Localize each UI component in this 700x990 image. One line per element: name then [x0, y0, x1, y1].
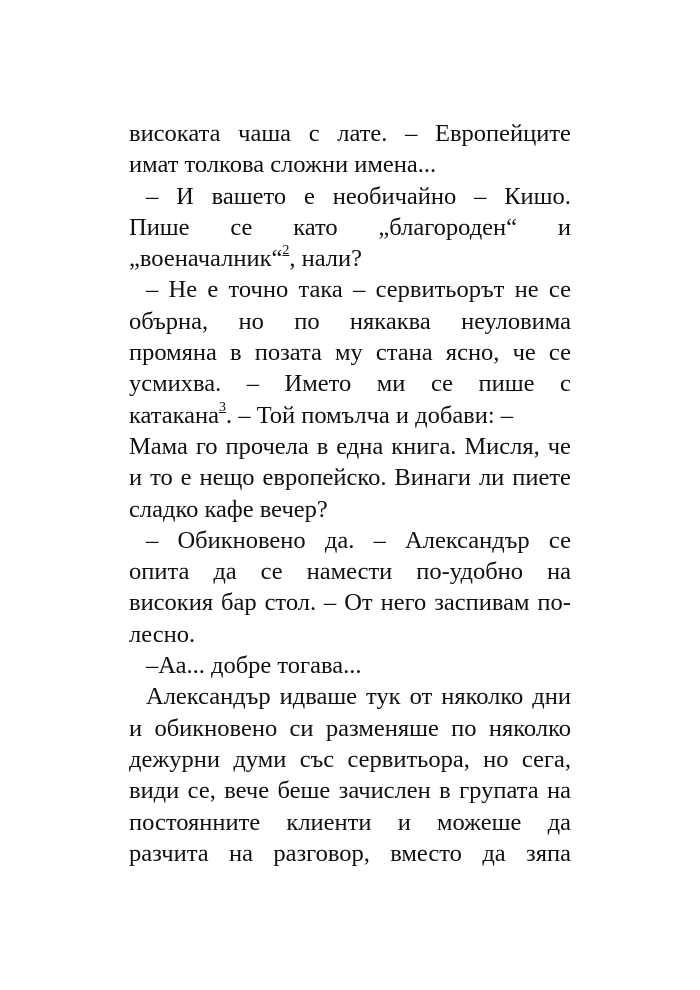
text-line: имат толкова сложни имена... — [129, 151, 437, 179]
paragraph-start-line: Александър идваше тук от няколко дни — [146, 683, 571, 711]
text-line: Пише се като „благороден“ и — [129, 213, 571, 241]
text-line: види се, вече беше зачислен в групата на — [129, 777, 571, 805]
text-line: лесно. — [129, 620, 196, 648]
text-line: дежурни думи със сервитьора, но сега, — [129, 745, 571, 773]
paragraph-start-line: – И вашето е необичайно – Кишо. — [146, 182, 571, 210]
text-line: усмихва. – Името ми се пише с — [129, 370, 571, 398]
text-line: Мама го прочела в една книга. Мисля, че — [129, 432, 571, 460]
text-line: опита да се намести по-удобно на — [129, 558, 571, 586]
footnote-ref-2[interactable]: 2 — [282, 243, 290, 259]
paragraph-start-line: – Обикновено да. – Александър се — [146, 526, 571, 554]
paragraph-start-line: – Не е точно така – сервитьорът не се — [146, 276, 571, 304]
text-line: разчита на разговор, вместо да зяпа — [129, 839, 571, 867]
text-line: обърна, но по някаква неуловима — [129, 307, 571, 335]
book-page-text — [129, 118, 571, 869]
text-line: високата чаша с лате. – Европейците — [129, 120, 571, 147]
text-line: сладко кафе вечер? — [129, 495, 328, 523]
text-line: промяна в позата му стана ясно, че се — [129, 339, 571, 367]
text-line: „военачалник“$^2$, нали? — [129, 243, 363, 273]
text-line: катакана$^3$. – Той помълча и добави: – — [129, 399, 514, 429]
footnote-ref-3[interactable]: 3 — [219, 399, 227, 415]
text-line: и то е нещо европейско. Винаги ли пиете — [129, 464, 571, 492]
text-line: високия бар стол. – От него заспивам по- — [129, 589, 571, 617]
text-line: постоянните клиенти и можеше да — [129, 808, 571, 836]
text-line: и обикновено си разменяше по няколко — [129, 714, 571, 742]
paragraph-start-line: –Аа... добре тогава... — [146, 652, 362, 680]
